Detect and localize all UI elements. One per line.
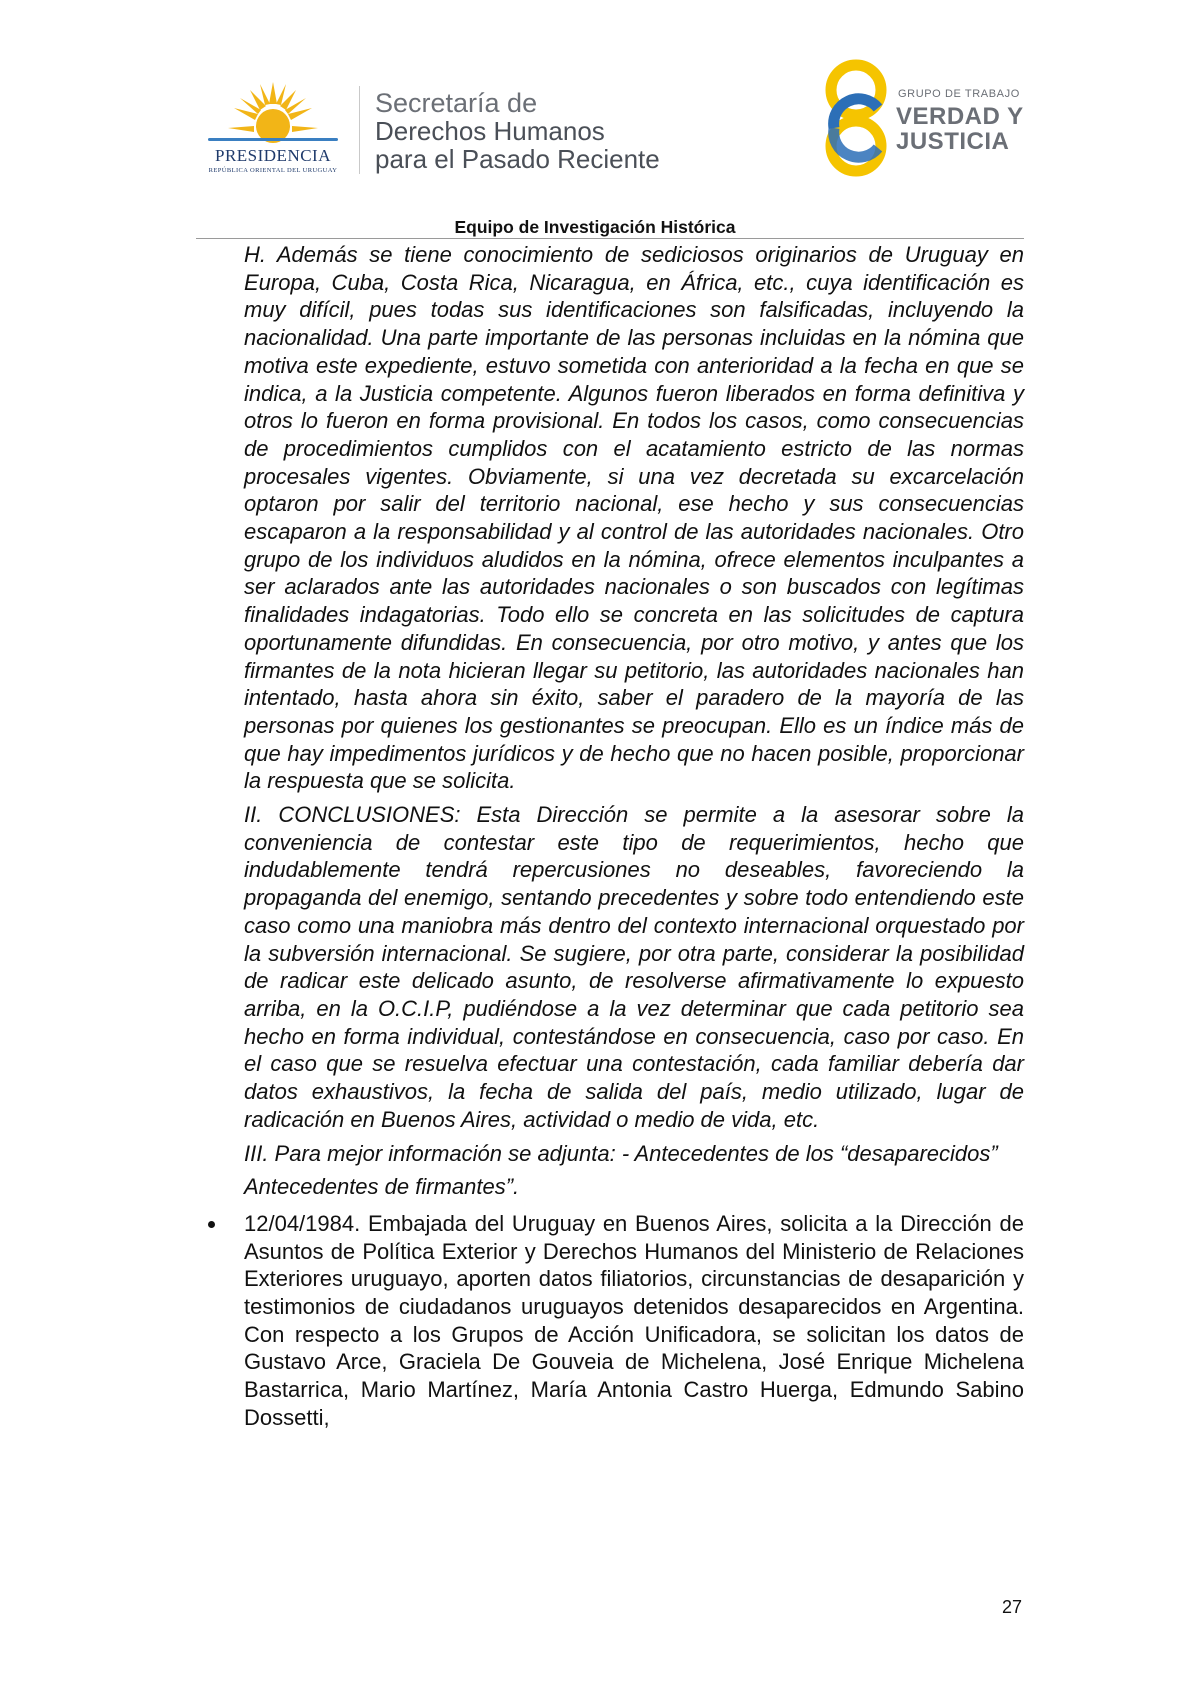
document-body: [244, 241, 1024, 1432]
secretaria-logo-text: [375, 89, 660, 173]
list-item: [244, 1210, 1024, 1432]
header-divider: [359, 86, 360, 174]
paragraph-iii-continued: Antecedentes de firmantes”.: [244, 1174, 520, 1200]
paragraph-iii: III. Para mejor información se adjunta: - Antecedentes de los “desaparecidos”: [244, 1140, 998, 1166]
grupo-line-3: JUSTICIA: [896, 128, 1010, 155]
sun-emblem-icon: [198, 80, 348, 146]
secretaria-line-3: para el Pasado Reciente: [375, 144, 660, 174]
paragraph-h: H. Además se tiene conocimiento de sediciosos originarios de Uruguay en Europa, Cuba, Costa Rica, Nicaragua, en África, etc., cuya identificación es muy difícil, pues todas sus identificaciones son falsificadas, incluyendo la nacionalidad. Una parte importante de las personas incluidas en la nómina que motiva este expediente, estuvo sometida con anterioridad a la fecha en que se indica, a la Justicia competente. Algunos fueron liberados en forma definitiva y otros lo fueron en forma provisional. En todos los casos, como consecuencias de procedimientos cumplidos con el acatamiento estricto de las normas procesales vigentes. Obviamente, si una vez decretada su excarcelación optaron por salir del territorio nacional, ese hecho y sus consecuencias escaparon a la responsabilidad y al control de las autoridades nacionales. Otro grupo de los individuos aludidos en la nómina, ofrece elementos inculpantes a ser aclarados ante las autoridades nacionales o son buscados con legítimas finalidades indagatorias. Todo ello se concreta en las solicitudes de captura oportunamente difundidas. En consecuencia, por otro motivo, y antes que los firmantes de la nota hicieran llegar su petitorio, las autoridades nacionales han intentado, hasta ahora sin éxito, saber el paradero de la mayoría de las personas por quienes los gestionantes se preocupan. Ello es un índice más de que hay impedimentos jurídicos y de hecho que no hacen posible, proporcionar la respuesta que se solicita.: [244, 242, 1024, 794]
document-header-title: Equipo de Investigación Histórica: [454, 217, 736, 237]
grupo-line-1: GRUPO DE TRABAJO: [898, 88, 1020, 100]
bullet-paragraph: 12/04/1984. Embajada del Uruguay en Buenos Aires, solicita a la Dirección de Asuntos de Política Exterior y Derechos Humanos del Ministerio de Relaciones Exteriores uruguayo, aporten datos filiatorios, circunstancias de desaparición y testimonios de ciudadanos uruguayos detenidos desaparecidos en Argentina. Con respecto a los Grupos de Acción Unificadora, se solicitan los datos de Gustavo Arce, Graciela De Gouveia de Michelena, José Enrique Michelena Bastarrica, Mario Martínez, María Antonia Castro Huerga, Edmundo Sabino Dossetti,: [244, 1210, 1024, 1430]
secretaria-line-1: Secretaría de: [375, 88, 538, 118]
presidencia-name: PRESIDENCIA: [214, 146, 331, 165]
secretaria-line-2: Derechos Humanos: [375, 116, 605, 146]
presidencia-subtitle: REPÚBLICA ORIENTAL DEL URUGUAY: [208, 167, 338, 174]
presidencia-logo: [198, 80, 348, 180]
grupo-trabajo-logo: [820, 56, 1030, 180]
page-number: 27: [1002, 1597, 1023, 1617]
header-rule: [196, 238, 1024, 239]
linked-rings-icon: [820, 56, 892, 180]
paragraph-conclusiones: II. CONCLUSIONES: Esta Dirección se permite a la asesorar sobre la conveniencia de contestar este tipo de requerimientos, hecho que indudablemente tendrá repercusiones no deseables, favoreciendo la propaganda del enemigo, sentando precedentes y sobre todo entendiendo este caso como una maniobra más dentro del contexto internacional orquestado por la subversión internacional. Se sugiere, por otra parte, considerar la posibilidad de radicar este delicado asunto, de resolverse afirmativamente lo expuesto arriba, en la O.C.I.P, pudiéndose a la vez determinar que cada petitorio sea hecho en forma individual, contestándose en consecuencia, caso por caso. En el caso que se resuelva efectuar una contestación, cada familiar debería dar datos exhaustivos, la fecha de salida del país, medio utilizado, lugar de radicación en Buenos Aires, actividad o medio de vida, etc.: [244, 802, 1024, 1132]
grupo-line-2: VERDAD Y: [896, 103, 1024, 130]
bullet-icon: [208, 1221, 215, 1228]
